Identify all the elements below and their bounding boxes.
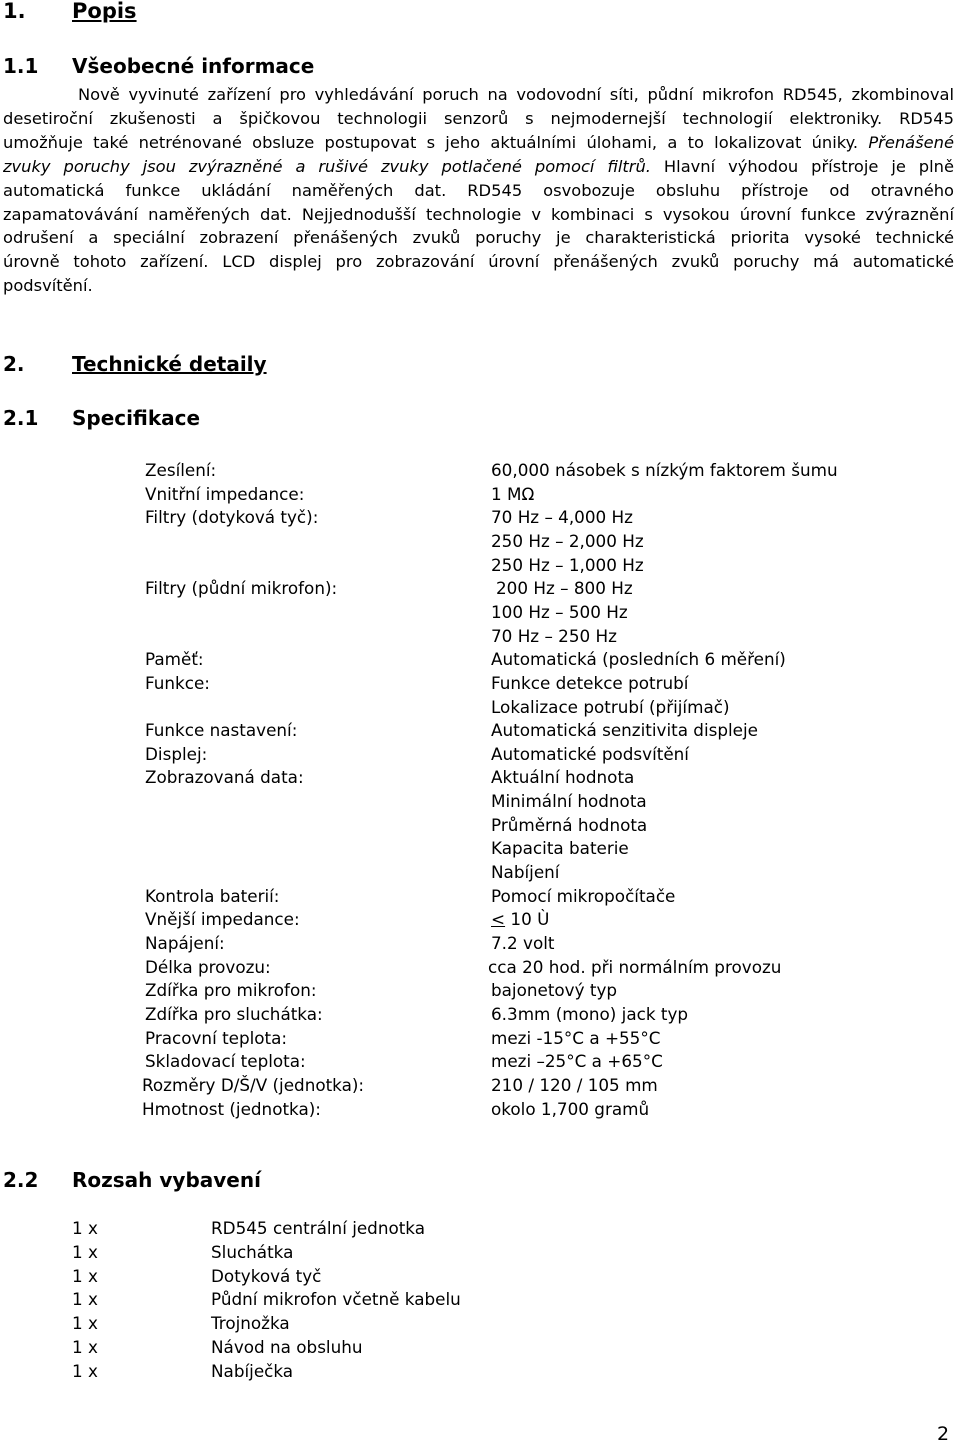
intro-paragraph bbox=[3, 83, 954, 298]
equipment-qty: 1 x bbox=[72, 1218, 98, 1238]
section-2-2-title: Rozsah vybavení bbox=[72, 1168, 261, 1192]
spec-label: Funkce nastavení: bbox=[145, 720, 298, 740]
spec-value: Automatické podsvítění bbox=[491, 744, 689, 764]
spec-label: Zesílení: bbox=[145, 460, 217, 480]
spec-value: bajonetový typ bbox=[491, 980, 618, 1000]
equipment-qty: 1 x bbox=[72, 1266, 98, 1286]
section-1-title: Popis bbox=[72, 0, 137, 23]
spec-value: 250 Hz – 1,000 Hz bbox=[491, 555, 644, 575]
section-1-number: 1. bbox=[3, 0, 26, 23]
spec-value: mezi -15°C a +55°C bbox=[491, 1028, 661, 1048]
spec-value: Aktuální hodnota bbox=[491, 767, 635, 787]
spec-label: Displej: bbox=[145, 744, 208, 764]
spec-value: mezi –25°C a +65°C bbox=[491, 1051, 663, 1071]
spec-value: Pomocí mikropočítače bbox=[491, 886, 676, 906]
section-1-1-number: 1.1 bbox=[3, 54, 39, 78]
spec-value: Funkce detekce potrubí bbox=[491, 673, 689, 693]
spec-value: 200 Hz – 800 Hz bbox=[496, 578, 633, 598]
spec-value: 100 Hz – 500 Hz bbox=[491, 602, 628, 622]
equipment-qty: 1 x bbox=[72, 1242, 98, 1262]
intro-line: umožňuje také netrénované obsluze postupovat s jeho aktuálními úlohami, a to lokalizovat úniky. Přenášené bbox=[3, 132, 954, 152]
spec-value: 210 / 120 / 105 mm bbox=[491, 1075, 658, 1095]
equipment-qty: 1 x bbox=[72, 1361, 98, 1381]
spec-label: Zdířka pro sluchátka: bbox=[145, 1004, 323, 1024]
intro-line: podsvítění. bbox=[3, 276, 93, 296]
spec-label: Zdířka pro mikrofon: bbox=[145, 980, 317, 1000]
spec-value: Automatická senzitivita displeje bbox=[491, 720, 758, 740]
equipment-item: Trojnožka bbox=[211, 1313, 290, 1333]
spec-value: Průměrná hodnota bbox=[491, 815, 648, 835]
equipment-qty: 1 x bbox=[72, 1313, 98, 1333]
equipment-qty: 1 x bbox=[72, 1289, 98, 1309]
spec-value: cca 20 hod. při normálním provozu bbox=[488, 957, 782, 977]
spec-label: Délka provozu: bbox=[145, 957, 271, 977]
spec-value: 7.2 volt bbox=[491, 933, 555, 953]
spec-label: Napájení: bbox=[145, 933, 225, 953]
intro-line: odrušení a speciální zobrazení přenášených zvuků poruchy je charakteristická priorita vysoké technické bbox=[3, 228, 954, 248]
spec-value: 1 MΩ bbox=[491, 484, 535, 504]
equipment-item: Nabíječka bbox=[211, 1361, 294, 1381]
section-2-number: 2. bbox=[3, 352, 25, 376]
spec-label: Kontrola baterií: bbox=[145, 886, 280, 906]
section-2-1-number: 2.1 bbox=[3, 406, 39, 430]
spec-label: Zobrazovaná data: bbox=[145, 767, 304, 787]
spec-label: Vnitřní impedance: bbox=[145, 484, 305, 504]
spec-value: Minimální hodnota bbox=[491, 791, 647, 811]
spec-value: Nabíjení bbox=[491, 862, 560, 882]
section-2-title: Technické detaily bbox=[72, 352, 267, 376]
spec-value: Automatická (posledních 6 měření) bbox=[491, 649, 786, 669]
spec-label: Vnější impedance: bbox=[145, 909, 300, 929]
section-2-1-title: Specifikace bbox=[72, 406, 201, 430]
spec-value: 60,000 násobek s nízkým faktorem šumu bbox=[491, 460, 838, 480]
spec-value: < 10 Ù bbox=[491, 909, 550, 929]
intro-line: zvuky poruchy jsou zvýrazněné a rušivé zvuky potlačené pomocí filtrů. Hlavní výhodou přístroje je plně bbox=[3, 156, 954, 176]
equipment-item: Sluchátka bbox=[211, 1242, 294, 1262]
spec-value: 70 Hz – 250 Hz bbox=[491, 626, 617, 646]
spec-value: 250 Hz – 2,000 Hz bbox=[491, 531, 644, 551]
equipment-item: Půdní mikrofon včetně kabelu bbox=[211, 1289, 461, 1309]
spec-label: Skladovací teplota: bbox=[145, 1051, 306, 1071]
spec-value: 70 Hz – 4,000 Hz bbox=[491, 507, 633, 527]
intro-line: úrovně tohoto zařízení. LCD displej pro zobrazování úrovní přenášených zvuků poruchy má automatické bbox=[3, 252, 954, 272]
spec-label: Funkce: bbox=[145, 673, 210, 693]
spec-value: 6.3mm (mono) jack typ bbox=[491, 1004, 689, 1024]
equipment-item: Dotyková tyč bbox=[211, 1266, 322, 1286]
intro-line: zapamatovávání naměřených dat. Nejjednodušší technologie v kombinaci s vysokou úrovní funkce zvýraznění bbox=[3, 204, 954, 224]
spec-label: Filtry (půdní mikrofon): bbox=[145, 578, 338, 598]
section-2-2-number: 2.2 bbox=[3, 1168, 39, 1192]
intro-line: Nově vyvinuté zařízení pro vyhledávání poruch na vodovodní síti, půdní mikrofon RD545, zkombinoval bbox=[78, 85, 954, 104]
spec-label: Pracovní teplota: bbox=[145, 1028, 288, 1048]
spec-label: Filtry (dotyková tyč): bbox=[145, 507, 319, 527]
spec-value: Lokalizace potrubí (přijímač) bbox=[491, 697, 730, 717]
intro-line: desetiroční zkušenosti a špičkovou technologii senzorů s nejmodernejší technologií elektroniky. RD545 bbox=[3, 108, 954, 128]
spec-label: Hmotnost (jednotka): bbox=[142, 1099, 321, 1119]
section-1-1-title: Všeobecné informace bbox=[72, 54, 315, 78]
spec-value: okolo 1,700 gramů bbox=[491, 1099, 650, 1119]
equipment-item: RD545 centrální jednotka bbox=[211, 1218, 426, 1238]
spec-label: Rozměry D/Š/V (jednotka): bbox=[142, 1075, 365, 1095]
page-number: 2 bbox=[937, 1423, 950, 1445]
spec-label: Paměť: bbox=[145, 649, 204, 669]
equipment-qty: 1 x bbox=[72, 1337, 98, 1357]
equipment-item: Návod na obsluhu bbox=[211, 1337, 363, 1357]
spec-value: Kapacita baterie bbox=[491, 838, 629, 858]
intro-line: automatická funkce ukládání naměřených dat. RD545 osvobozuje obsluhu přístroje od otravného bbox=[3, 180, 954, 200]
